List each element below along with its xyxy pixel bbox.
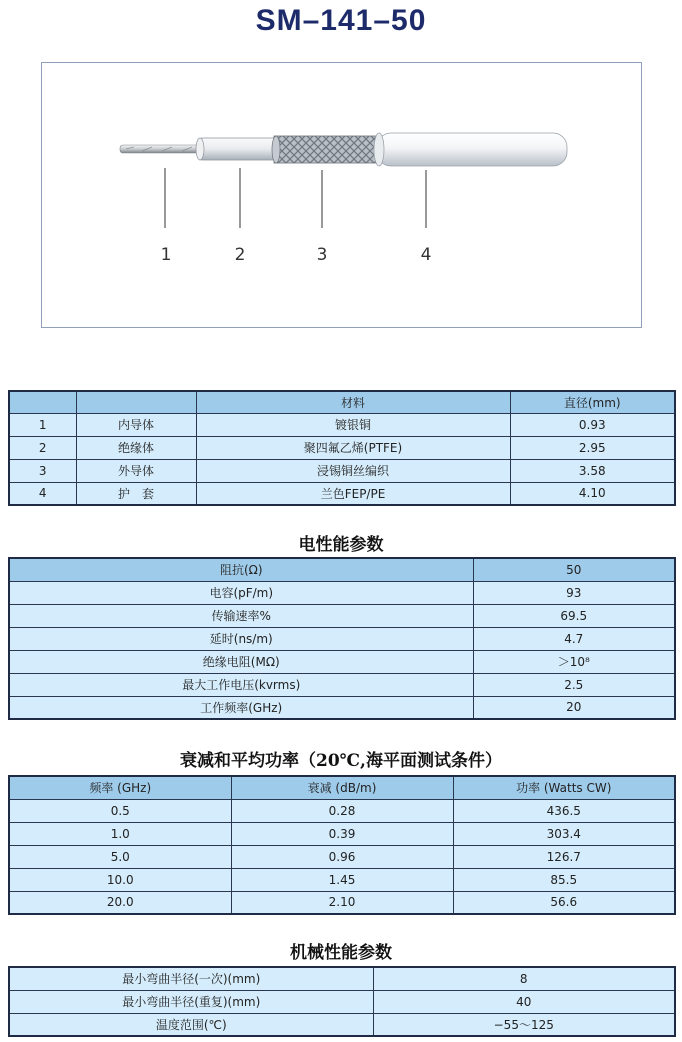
table-cell: 5.0	[9, 845, 231, 868]
header-cell: 直径(mm)	[510, 391, 675, 413]
table-cell: 20.0	[9, 891, 231, 914]
table-cell: 最小弯曲半径(一次)(mm)	[9, 967, 373, 990]
table-cell: 69.5	[473, 604, 675, 627]
table-header-row	[9, 776, 675, 799]
attenuation-section-title: 衰减和平均功率（20℃,海平面测试条件）	[180, 751, 502, 771]
table-cell: −55～125	[373, 1013, 675, 1036]
callout-3: 3	[316, 245, 328, 265]
table-cell: 0.93	[510, 413, 675, 436]
table-row	[9, 822, 675, 845]
table-row	[9, 436, 675, 459]
table-cell: 0.28	[231, 799, 453, 822]
table-cell: 0.39	[231, 822, 453, 845]
table-cell: 4.7	[473, 627, 675, 650]
table-cell: 最小弯曲半径(重复)(mm)	[9, 990, 373, 1013]
table-cell: 0.96	[231, 845, 453, 868]
braided-outer-conductor	[272, 136, 384, 163]
table-cell: 工作频率(GHz)	[9, 696, 473, 719]
cable-diagram	[41, 62, 642, 328]
table-cell: 8	[373, 967, 675, 990]
table-row	[9, 696, 675, 719]
table-cell: 303.4	[453, 822, 675, 845]
table-cell: 绝缘体	[76, 436, 196, 459]
table-cell: 40	[373, 990, 675, 1013]
table-cell: 护 套	[76, 482, 196, 505]
table-row	[9, 413, 675, 436]
table-row	[9, 627, 675, 650]
table-cell: 10.0	[9, 868, 231, 891]
table-cell: 93	[473, 581, 675, 604]
mechanical-section-title: 机械性能参数	[290, 943, 392, 963]
header-cell: 材料	[196, 391, 510, 413]
header-cell	[9, 391, 76, 413]
table-cell: 外导体	[76, 459, 196, 482]
table-cell: 镀银铜	[196, 413, 510, 436]
table-cell: 3	[9, 459, 76, 482]
table-row	[9, 604, 675, 627]
table-row	[9, 1013, 675, 1036]
inner-conductor	[120, 145, 202, 153]
table-cell: 436.5	[453, 799, 675, 822]
table-row	[9, 650, 675, 673]
table-row	[9, 868, 675, 891]
table-cell: 50	[473, 558, 675, 581]
header-cell: 衰减 (dB/m)	[231, 776, 453, 799]
outer-jacket	[374, 133, 567, 166]
table-cell: 2.10	[231, 891, 453, 914]
materials-table	[8, 390, 676, 506]
table-cell: 最大工作电压(kvrms)	[9, 673, 473, 696]
header-cell	[76, 391, 196, 413]
table-row	[9, 558, 675, 581]
table-cell: 56.6	[453, 891, 675, 914]
electrical-section-title: 电性能参数	[298, 535, 384, 555]
table-cell: 2	[9, 436, 76, 459]
table-row	[9, 459, 675, 482]
table-cell: 传输速率%	[9, 604, 473, 627]
table-row	[9, 990, 675, 1013]
mechanical-table	[8, 966, 676, 1037]
table-row	[9, 482, 675, 505]
table-cell: 2.95	[510, 436, 675, 459]
table-header-row	[9, 391, 675, 413]
table-row	[9, 581, 675, 604]
table-cell: 温度范围(℃)	[9, 1013, 373, 1036]
table-row	[9, 891, 675, 914]
table-cell: 电容(pF/m)	[9, 581, 473, 604]
header-cell: 功率 (Watts CW)	[453, 776, 675, 799]
table-cell: 3.58	[510, 459, 675, 482]
table-cell: ＞10⁸	[473, 650, 675, 673]
attenuation-table	[8, 775, 676, 915]
table-cell: 4.10	[510, 482, 675, 505]
table-cell: 阻抗(Ω)	[9, 558, 473, 581]
table-cell: 浸锡铜丝编织	[196, 459, 510, 482]
page-title: SM–141–50	[255, 4, 427, 37]
table-cell: 2.5	[473, 673, 675, 696]
callout-4: 4	[420, 245, 432, 265]
callout-2: 2	[234, 245, 246, 265]
header-cell: 频率 (GHz)	[9, 776, 231, 799]
table-cell: 0.5	[9, 799, 231, 822]
table-cell: 1.45	[231, 868, 453, 891]
table-cell: 1.0	[9, 822, 231, 845]
table-cell: 4	[9, 482, 76, 505]
table-cell: 延时(ns/m)	[9, 627, 473, 650]
table-cell: 126.7	[453, 845, 675, 868]
callout-1: 1	[160, 245, 172, 265]
table-cell: 兰色FEP/PE	[196, 482, 510, 505]
table-cell: 85.5	[453, 868, 675, 891]
table-cell: 1	[9, 413, 76, 436]
table-cell: 内导体	[76, 413, 196, 436]
table-row	[9, 967, 675, 990]
table-row	[9, 845, 675, 868]
electrical-table	[8, 557, 676, 720]
table-row	[9, 673, 675, 696]
callout-lines	[165, 168, 426, 228]
table-cell: 绝缘电阻(MΩ)	[9, 650, 473, 673]
insulation-layer	[196, 138, 282, 160]
table-cell: 聚四氟乙烯(PTFE)	[196, 436, 510, 459]
table-row	[9, 799, 675, 822]
table-cell: 20	[473, 696, 675, 719]
cable-illustration	[42, 63, 643, 329]
